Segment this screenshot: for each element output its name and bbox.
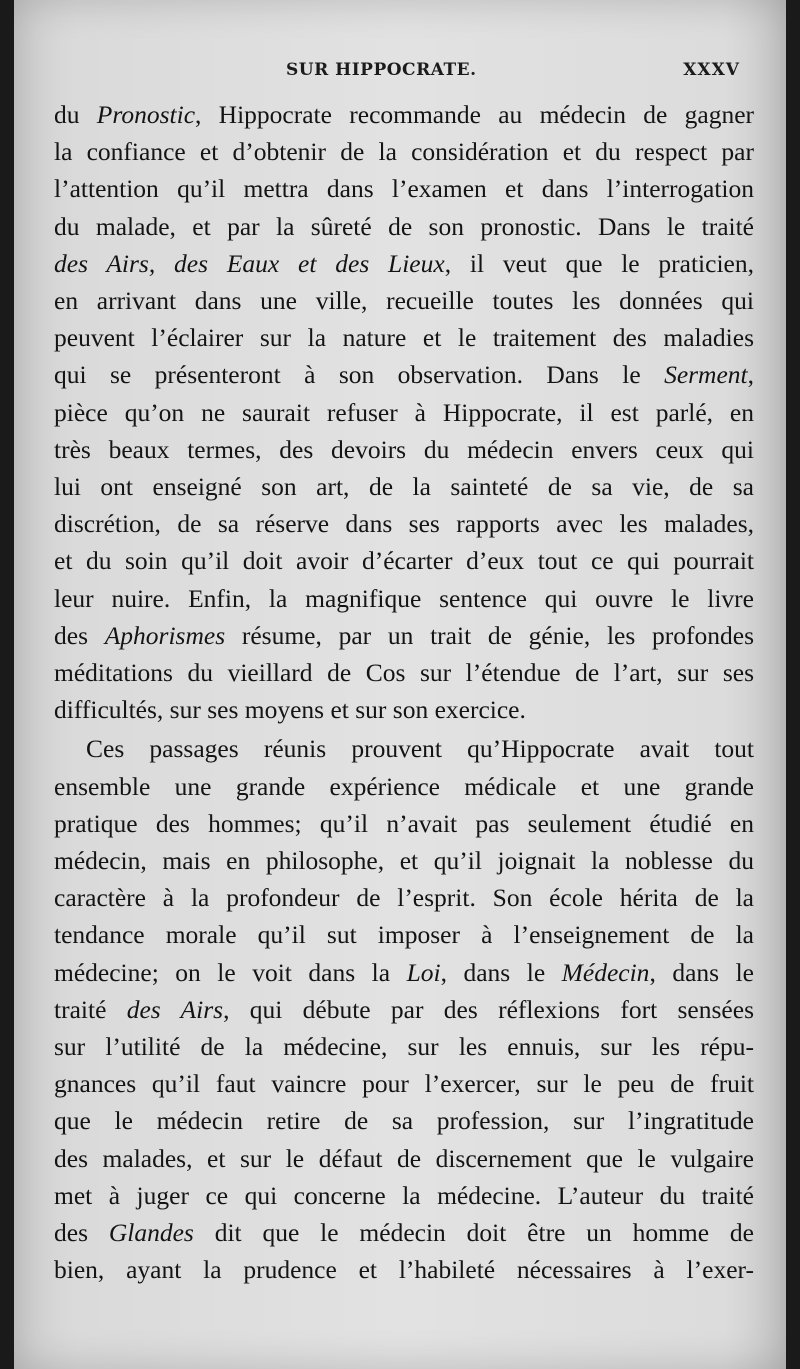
running-head (14, 58, 786, 88)
text-line (54, 617, 754, 654)
text-run: , Hippocrate recommande au médecin de gagner (195, 100, 754, 129)
paragraph-1 (54, 96, 754, 728)
running-title: SUR HIPPOCRATE. (286, 60, 477, 80)
text-run: médecine; on le voit dans la (54, 957, 407, 987)
text-run: et du soin qu’il doit avoir d’écarter d’eux tout ce qui pourrait (54, 546, 754, 576)
text-line (54, 468, 754, 505)
text-run: met à juger ce qui concerne la médecine. L’auteur du traité (54, 1180, 754, 1210)
text-line (54, 991, 754, 1028)
book-page (14, 0, 786, 1369)
text-run: l’attention qu’il mettra dans l’examen et dans l’interrogation (54, 174, 754, 204)
text-line (54, 1251, 754, 1288)
text-run: caractère à la profondeur de l’esprit. Son école hérita de la (54, 883, 754, 913)
text-run: pièce qu’on ne saurait refuser à Hippocrate, il est parlé, en (54, 397, 754, 427)
text-run: médecin, mais en philosophe, et qu’il joignait la noblesse du (54, 846, 754, 876)
page-number: XXXV (683, 60, 740, 80)
text-line (54, 282, 754, 319)
text-run: qui se présenteront à son observation. Dans le (54, 360, 665, 390)
text-line (54, 394, 754, 431)
text-run: ensemble une grande expérience médicale et une grande (54, 771, 754, 801)
text-line (54, 245, 754, 282)
text-run: que le médecin retire de sa profession, sur l’ingratitude (54, 1106, 754, 1136)
text-run: des (54, 1218, 109, 1248)
italic-title: des Airs (126, 994, 224, 1024)
text-run: sur l’utilité de la médecine, sur les ennuis, sur les répu- (54, 1032, 754, 1062)
text-line (54, 842, 754, 879)
text-run: très beaux termes, des devoirs du médecin envers ceux qui (54, 434, 754, 464)
text-line (54, 1102, 754, 1139)
text-line (54, 1214, 754, 1251)
text-line (54, 1177, 754, 1214)
text-run: pratique des hommes; qu’il n’avait pas seulement étudié en (54, 808, 754, 838)
text-run: des (54, 620, 105, 650)
text-run: Ces passages réunis prouvent qu’Hippocrate avait tout (86, 734, 754, 764)
text-line (54, 1028, 754, 1065)
text-run: bien, ayant la prudence et l’habileté nécessaires à l’exer- (54, 1255, 754, 1285)
paragraph-2 (54, 730, 754, 1288)
text-run: résume, par un trait de génie, les profondes (225, 620, 754, 650)
text-run: , qui débute par des réflexions fort sensées (223, 994, 754, 1024)
text-line (54, 170, 754, 207)
italic-title: Médecin (561, 957, 650, 987)
text-line (54, 133, 754, 170)
text-run: du (54, 100, 97, 129)
text-run: la confiance et d’obtenir de la considération et du respect par (54, 137, 754, 167)
text-run: gnances qu’il faut vaincre pour l’exercer, sur le peu de fruit (54, 1069, 754, 1099)
text-line (54, 542, 754, 579)
italic-title: Serment (664, 360, 748, 390)
text-line (54, 505, 754, 542)
text-run: des malades, et sur le défaut de discernement que le vulgaire (54, 1143, 754, 1173)
italic-title: Pronostic (96, 100, 196, 129)
text-line (54, 208, 754, 245)
text-line (54, 356, 754, 393)
italic-title: Glandes (108, 1218, 194, 1248)
text-run: lui ont enseigné son art, de la sainteté de sa vie, de sa (54, 472, 754, 502)
text-line (54, 319, 754, 356)
text-line (54, 954, 754, 991)
italic-title: des Airs, des Eaux et des Lieux (54, 248, 445, 278)
text-line (54, 879, 754, 916)
text-line (54, 1065, 754, 1102)
text-run: difficultés, sur ses moyens et sur son exercice. (54, 695, 526, 725)
text-run: en arrivant dans une ville, recueille toutes les données qui (54, 286, 754, 316)
text-line (54, 654, 754, 691)
text-run: , dans le (440, 957, 562, 987)
text-run: , dans le (649, 957, 754, 987)
text-run: , il veut que le praticien, (444, 248, 754, 278)
text-run: peuvent l’éclairer sur la nature et le traitement des maladies (54, 323, 754, 353)
text-line (54, 916, 754, 953)
text-run: discrétion, de sa réserve dans ses rapports avec les malades, (54, 509, 754, 539)
text-run: leur nuire. Enfin, la magnifique sentence qui ouvre le livre (54, 583, 754, 613)
text-run: dit que le médecin doit être un homme de (193, 1218, 754, 1248)
text-run: du malade, et par la sûreté de son pronostic. Dans le traité (54, 211, 754, 241)
text-line (54, 96, 754, 133)
text-line (54, 580, 754, 617)
text-line (54, 768, 754, 805)
text-line (54, 691, 754, 728)
text-line (54, 730, 754, 767)
text-run: méditations du vieillard de Cos sur l’étendue de l’art, sur ses (54, 658, 754, 688)
text-line (54, 431, 754, 468)
text-line (54, 1140, 754, 1177)
italic-title: Aphorismes (104, 620, 226, 650)
text-run: traité (54, 994, 127, 1024)
body-text (54, 96, 754, 1289)
text-line (54, 805, 754, 842)
italic-title: Loi (406, 957, 441, 987)
text-run: , (747, 360, 754, 390)
text-run: tendance morale qu’il sut imposer à l’enseignement de la (54, 920, 754, 950)
